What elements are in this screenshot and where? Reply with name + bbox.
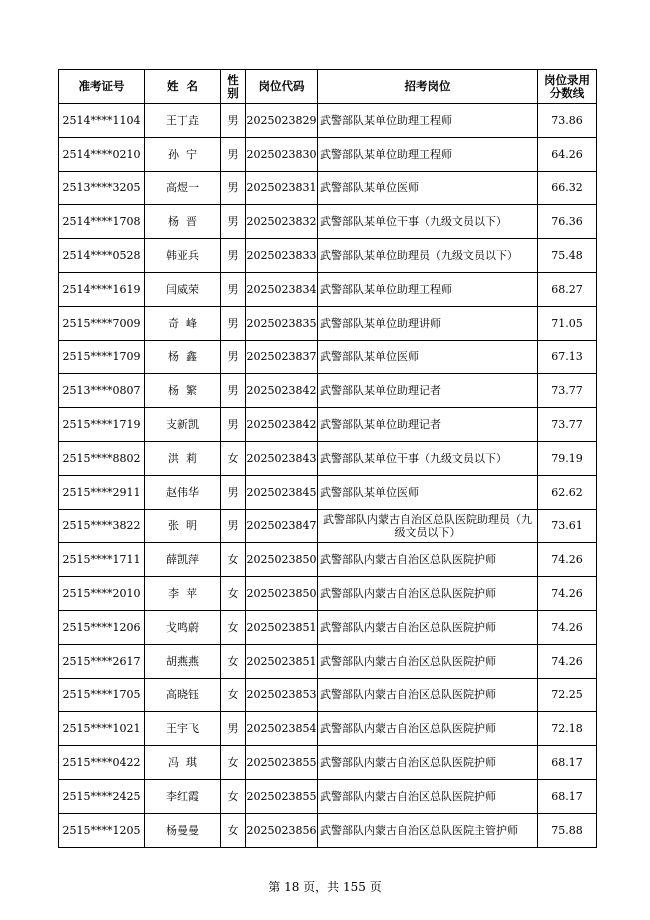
name-cell: 孙 宁 [145, 137, 221, 171]
sex-cell: 女 [221, 678, 246, 712]
post-code-cell: 2025023856 [246, 813, 318, 847]
name-cell: 高煜一 [145, 171, 221, 205]
post-cell: 武警部队内蒙古自治区总队医院护师 [318, 678, 538, 712]
post-cell: 武警部队内蒙古自治区总队医院护师 [318, 746, 538, 780]
exam-id-cell: 2515****1719 [59, 408, 145, 442]
name-cell: 杨 晋 [145, 205, 221, 239]
post-code-cell: 2025023842 [246, 408, 318, 442]
sex-cell: 男 [221, 137, 246, 171]
exam-id-cell: 2515****2010 [59, 577, 145, 611]
post-code-cell: 2025023850 [246, 577, 318, 611]
sex-cell: 男 [221, 171, 246, 205]
score-cell: 73.77 [538, 374, 597, 408]
sex-cell: 男 [221, 712, 246, 746]
table-row [59, 610, 597, 644]
sex-cell: 男 [221, 374, 246, 408]
score-cell: 66.32 [538, 171, 597, 205]
table-header-row [59, 70, 597, 104]
sex-cell: 女 [221, 644, 246, 678]
header-post-code: 岗位代码 [246, 70, 318, 104]
results-table-container [58, 69, 596, 848]
name-cell: 王丁垚 [145, 104, 221, 138]
post-cell: 武警部队某单位医师 [318, 171, 538, 205]
table-row [59, 712, 597, 746]
page-number: 第 18 页，共 155 页 [268, 880, 382, 894]
score-cell: 62.62 [538, 475, 597, 509]
exam-id-cell: 2515****1205 [59, 813, 145, 847]
score-cell: 68.17 [538, 779, 597, 813]
post-cell: 武警部队内蒙古自治区总队医院护师 [318, 644, 538, 678]
name-cell: 杨 鑫 [145, 340, 221, 374]
table-row [59, 813, 597, 847]
name-cell: 戈鸣蔚 [145, 610, 221, 644]
table-row [59, 374, 597, 408]
sex-cell: 男 [221, 272, 246, 306]
sex-cell: 男 [221, 306, 246, 340]
score-cell: 79.19 [538, 441, 597, 475]
exam-id-cell: 2515****1021 [59, 712, 145, 746]
name-cell: 闫威荣 [145, 272, 221, 306]
sex-cell: 男 [221, 104, 246, 138]
sex-cell: 女 [221, 779, 246, 813]
sex-cell: 男 [221, 340, 246, 374]
score-cell: 74.26 [538, 610, 597, 644]
post-cell: 武警部队内蒙古自治区总队医院主管护师 [318, 813, 538, 847]
post-cell: 武警部队某单位医师 [318, 340, 538, 374]
name-cell: 王宇飞 [145, 712, 221, 746]
results-table [58, 69, 597, 848]
score-cell: 74.26 [538, 644, 597, 678]
sex-cell: 女 [221, 441, 246, 475]
post-code-cell: 2025023847 [246, 509, 318, 543]
post-cell: 武警部队某单位助理记者 [318, 374, 538, 408]
name-cell: 李 苹 [145, 577, 221, 611]
name-cell: 韩亚兵 [145, 239, 221, 273]
exam-id-cell: 2514****1619 [59, 272, 145, 306]
table-row [59, 408, 597, 442]
sex-cell: 男 [221, 205, 246, 239]
sex-cell: 女 [221, 577, 246, 611]
exam-id-cell: 2515****1711 [59, 543, 145, 577]
post-cell: 武警部队某单位医师 [318, 475, 538, 509]
exam-id-cell: 2514****1708 [59, 205, 145, 239]
table-row [59, 171, 597, 205]
table-body [59, 104, 597, 848]
post-code-cell: 2025023842 [246, 374, 318, 408]
table-row [59, 306, 597, 340]
post-code-cell: 2025023853 [246, 678, 318, 712]
post-code-cell: 2025023835 [246, 306, 318, 340]
post-code-cell: 2025023831 [246, 171, 318, 205]
score-cell: 76.36 [538, 205, 597, 239]
post-cell: 武警部队某单位干事（九级文员以下） [318, 205, 538, 239]
table-row [59, 678, 597, 712]
name-cell: 赵伟华 [145, 475, 221, 509]
sex-cell: 女 [221, 543, 246, 577]
name-cell: 张 明 [145, 509, 221, 543]
exam-id-cell: 2514****1104 [59, 104, 145, 138]
name-cell: 杨 繁 [145, 374, 221, 408]
table-row [59, 509, 597, 543]
table-row [59, 441, 597, 475]
name-cell: 高晓钰 [145, 678, 221, 712]
table-row [59, 644, 597, 678]
sex-cell: 女 [221, 746, 246, 780]
post-code-cell: 2025023855 [246, 746, 318, 780]
post-cell: 武警部队某单位助理讲师 [318, 306, 538, 340]
score-cell: 75.88 [538, 813, 597, 847]
score-cell: 73.77 [538, 408, 597, 442]
exam-id-cell: 2515****2617 [59, 644, 145, 678]
name-cell: 胡燕燕 [145, 644, 221, 678]
name-cell: 洪 莉 [145, 441, 221, 475]
score-cell: 75.48 [538, 239, 597, 273]
post-code-cell: 2025023830 [246, 137, 318, 171]
post-code-cell: 2025023845 [246, 475, 318, 509]
table-row [59, 340, 597, 374]
post-code-cell: 2025023833 [246, 239, 318, 273]
score-cell: 64.26 [538, 137, 597, 171]
sex-cell: 男 [221, 509, 246, 543]
exam-id-cell: 2515****1705 [59, 678, 145, 712]
score-cell: 73.61 [538, 509, 597, 543]
table-row [59, 475, 597, 509]
name-cell: 杨曼曼 [145, 813, 221, 847]
post-cell: 武警部队某单位助理记者 [318, 408, 538, 442]
exam-id-cell: 2515****2425 [59, 779, 145, 813]
post-code-cell: 2025023832 [246, 205, 318, 239]
name-cell: 冯 琪 [145, 746, 221, 780]
score-cell: 74.26 [538, 543, 597, 577]
score-cell: 68.27 [538, 272, 597, 306]
table-row [59, 779, 597, 813]
post-cell: 武警部队内蒙古自治区总队医院护师 [318, 712, 538, 746]
post-code-cell: 2025023854 [246, 712, 318, 746]
header-exam-id: 准考证号 [59, 70, 145, 104]
name-cell: 李红霞 [145, 779, 221, 813]
exam-id-cell: 2515****2911 [59, 475, 145, 509]
post-code-cell: 2025023851 [246, 644, 318, 678]
post-cell: 武警部队某单位助理工程师 [318, 137, 538, 171]
post-code-cell: 2025023843 [246, 441, 318, 475]
sex-cell: 男 [221, 239, 246, 273]
exam-id-cell: 2514****0528 [59, 239, 145, 273]
post-cell: 武警部队某单位干事（九级文员以下） [318, 441, 538, 475]
post-code-cell: 2025023829 [246, 104, 318, 138]
name-cell: 薛凯萍 [145, 543, 221, 577]
header-sex: 性别 [221, 70, 246, 104]
exam-id-cell: 2515****1206 [59, 610, 145, 644]
table-row [59, 239, 597, 273]
post-cell: 武警部队某单位助理工程师 [318, 104, 538, 138]
table-row [59, 577, 597, 611]
exam-id-cell: 2515****1709 [59, 340, 145, 374]
name-cell: 支新凯 [145, 408, 221, 442]
post-cell: 武警部队内蒙古自治区总队医院护师 [318, 577, 538, 611]
post-code-cell: 2025023855 [246, 779, 318, 813]
post-cell: 武警部队某单位助理工程师 [318, 272, 538, 306]
table-row [59, 205, 597, 239]
header-score: 岗位录用分数线 [538, 70, 597, 104]
table-row [59, 104, 597, 138]
sex-cell: 男 [221, 408, 246, 442]
sex-cell: 女 [221, 813, 246, 847]
score-cell: 74.26 [538, 577, 597, 611]
post-cell: 武警部队内蒙古自治区总队医院护师 [318, 610, 538, 644]
post-cell: 武警部队内蒙古自治区总队医院护师 [318, 779, 538, 813]
sex-cell: 女 [221, 610, 246, 644]
name-cell: 奇 峰 [145, 306, 221, 340]
exam-id-cell: 2515****8802 [59, 441, 145, 475]
post-cell: 武警部队某单位助理员（九级文员以下） [318, 239, 538, 273]
exam-id-cell: 2514****0210 [59, 137, 145, 171]
header-name: 姓 名 [145, 70, 221, 104]
table-row [59, 137, 597, 171]
table-row [59, 272, 597, 306]
score-cell: 72.25 [538, 678, 597, 712]
post-code-cell: 2025023834 [246, 272, 318, 306]
header-post: 招考岗位 [318, 70, 538, 104]
score-cell: 72.18 [538, 712, 597, 746]
sex-cell: 男 [221, 475, 246, 509]
exam-id-cell: 2513****3205 [59, 171, 145, 205]
score-cell: 71.05 [538, 306, 597, 340]
score-cell: 68.17 [538, 746, 597, 780]
exam-id-cell: 2515****3822 [59, 509, 145, 543]
score-cell: 67.13 [538, 340, 597, 374]
table-row [59, 543, 597, 577]
exam-id-cell: 2515****0422 [59, 746, 145, 780]
exam-id-cell: 2515****7009 [59, 306, 145, 340]
post-cell: 武警部队内蒙古自治区总队医院护师 [318, 543, 538, 577]
post-cell: 武警部队内蒙古自治区总队医院助理员（九级文员以下） [318, 509, 538, 543]
post-code-cell: 2025023851 [246, 610, 318, 644]
exam-id-cell: 2513****0807 [59, 374, 145, 408]
page-footer [0, 878, 650, 895]
table-row [59, 746, 597, 780]
score-cell: 73.86 [538, 104, 597, 138]
post-code-cell: 2025023837 [246, 340, 318, 374]
post-code-cell: 2025023850 [246, 543, 318, 577]
